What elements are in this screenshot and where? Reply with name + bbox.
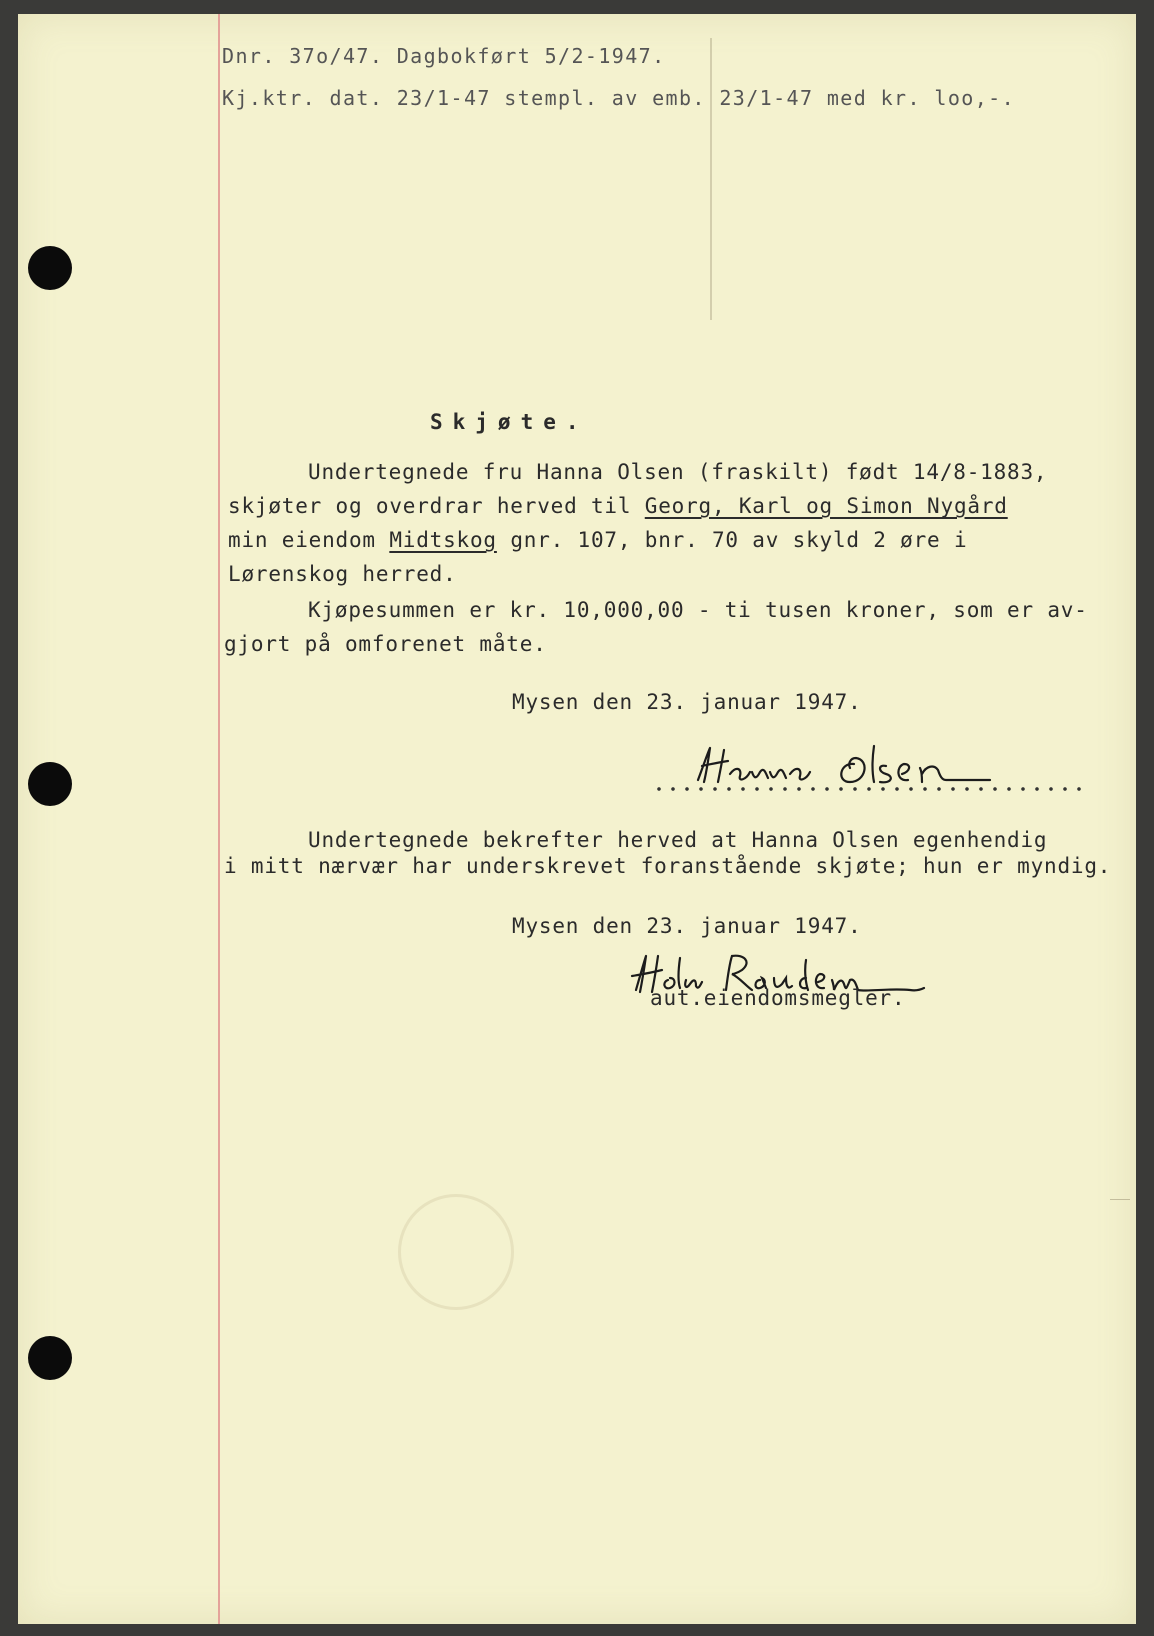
body-line: Lørenskog herred. <box>228 562 457 586</box>
witness-line: i mitt nærvær har underskrevet foranstående skjøte; hun er myndig. <box>224 854 1112 878</box>
signer-title: aut.eiendomsmegler. <box>650 986 906 1010</box>
paper-crease <box>710 38 712 320</box>
body-line: Undertegnede fru Hanna Olsen (fraskilt) født 14/8-1883, <box>308 460 1048 484</box>
registration-number: Dnr. 37o/47. Dagbokført 5/2-1947. <box>222 44 666 68</box>
margin-line <box>218 14 220 1624</box>
punch-hole-bottom <box>28 1336 72 1380</box>
punch-hole-middle <box>28 762 72 806</box>
signature-dotted-line <box>652 787 1082 791</box>
signature-hanna-olsen <box>690 742 1050 792</box>
stamp-note: Kj.ktr. dat. 23/1-47 stempl. av emb. 23/1-47 med kr. loo,-. <box>222 86 1016 110</box>
buyers-names: Georg, Karl og Simon Nygård <box>644 494 1008 518</box>
document-page <box>18 14 1136 1624</box>
place-date: Mysen den 23. januar 1947. <box>512 690 862 714</box>
document-title: Skjøte. <box>430 410 589 434</box>
punch-hole-top <box>28 246 72 290</box>
place-date: Mysen den 23. januar 1947. <box>512 914 862 938</box>
witness-line: Undertegnede bekrefter herved at Hanna Olsen egenhendig <box>308 828 1048 852</box>
property-name: Midtskog <box>389 528 497 552</box>
body-text: skjøter og overdrar herved til <box>228 494 645 518</box>
body-line: gjort på omforenet måte. <box>224 632 547 656</box>
body-text: gnr. 107, bnr. 70 av skyld 2 øre i <box>496 528 968 552</box>
body-line: Kjøpesummen er kr. 10,000,00 - ti tusen kroner, som er av- <box>308 598 1088 622</box>
body-text: min eiendom <box>228 528 390 552</box>
body-line <box>228 494 1008 518</box>
body-line <box>228 528 967 552</box>
paper-edge-mark <box>1110 1199 1130 1200</box>
watermark-stamp <box>398 1194 514 1310</box>
